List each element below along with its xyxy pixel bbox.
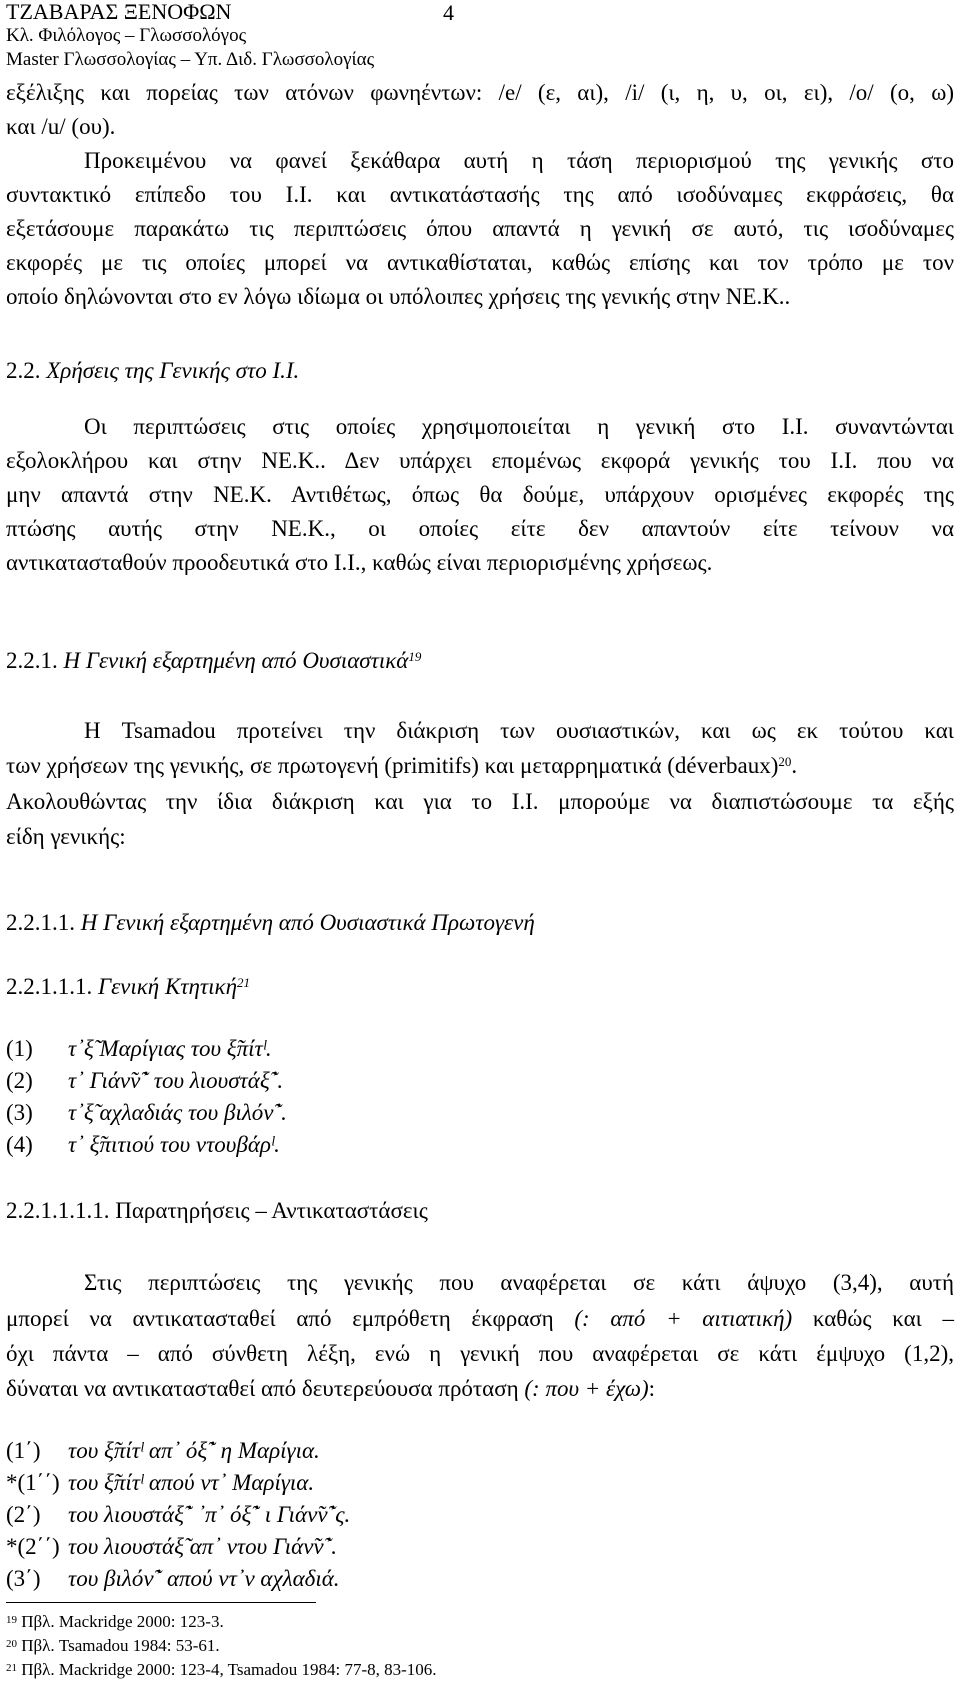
paragraph-line [6,1372,954,1406]
footnote-separator [6,1602,316,1603]
paragraph-line: Στις περιπτώσεις της γενικής που αναφέρεται σε κάτι άψυχο (3,4), αυτή [84,1270,954,1295]
example-text: του λιουστάξ̃᾽ ᾽π᾽ όξ̃᾽ ι Γιάν̃ν̃᾽ς. [68,1502,351,1527]
paragraph-line: Η Tsamadou προτείνει την διάκριση των ουσιαστικών, και ως εκ τούτου και [84,718,954,743]
example-item [6,1064,954,1098]
paragraph-line: και /u/ (ου). [6,114,116,139]
paragraph-text: μπορεί να αντικατασταθεί από εμπρόθετη έκφραση [6,1306,575,1331]
example-item [6,1530,954,1564]
example-number: (3) [6,1100,33,1125]
header-degree-line: Master Γλωσσολογίας – Υπ. Διδ. Γλωσσολογίας [6,49,375,70]
section-number: 2.2.1.1.1.1. [6,1198,110,1223]
section-heading-2-2-1-1-1-1 [6,1194,954,1228]
example-item [6,1032,954,1066]
paragraph-line: είδη γενικής: [6,824,126,849]
section-title: Γενική Κτητική [98,974,237,999]
example-text: του λιουστάξ̃ απ᾽ ντου Γιάν̃ν̃᾽. [68,1534,338,1559]
footnote-ref: 21 [237,975,250,990]
example-number: (1΄) [6,1438,41,1463]
section-title: Η Γενική εξαρτημένη από Ουσιαστικά [63,648,409,673]
paragraph-line: εκφορές με τις οποίες μπορεί να αντικαθίσταται, καθώς επίσης και τον τρόπο με τον [6,250,954,275]
example-item [6,1466,954,1500]
footnote [6,1636,220,1656]
footnote-text: Πβλ. Mackridge 2000: 123-3. [21,1612,224,1631]
paragraph-text-italic: (: που + έχω) [524,1376,649,1401]
example-text: τ᾽ξ̃ αχλαδιάς του βιλόν̃᾽. [68,1100,287,1125]
example-text: τ᾽ Γιάν̃ν̃᾽ του λιουστάξ̃᾽. [68,1068,284,1093]
example-number: (1) [6,1036,33,1061]
section-number: 2.2.1.1. [6,910,75,935]
paragraph-line: Προκειμένου να φανεί ξεκάθαρα αυτή η τάση περιορισμού της γενικής στο [84,148,954,173]
paragraph-line: όχι πάντα – από σύνθετη λέξη, ενώ η γενική που αναφέρεται σε κάτι έμψυχο (1,2), [6,1341,954,1366]
example-item [6,1498,954,1532]
header-title-line: Κλ. Φιλόλογος – Γλωσσολόγος [6,25,247,46]
footnote [6,1612,224,1632]
example-number: (4) [6,1132,33,1157]
footnote-number: 20 [6,1638,17,1650]
paragraph-text: των χρήσεων της γενικής, σε πρωτογενή (primitifs) και μεταρρηματικά (déverbaux) [6,753,779,778]
paragraph-line: μην απαντά στην ΝΕ.Κ. Αντιθέτως, όπως θα δούμε, υπάρχουν ορισμένες εκφορές της [6,482,954,507]
paragraph-line [6,1302,954,1336]
example-text: τ᾽ξ̃ Μαρίγιας του ξ̃πίτˡ. [68,1036,272,1061]
paragraph-text-italic: (: από + αιτιατική) [574,1306,793,1331]
example-text: του ξ̃πίτˡ απού ντ᾽ Μαρίγια. [68,1470,315,1495]
paragraph-line: εξολοκλήρου και στην ΝΕ.Κ.. Δεν υπάρχει επομένως εκφορά γενικής του Ι.Ι. που να [6,448,954,473]
paragraph-line: εξετάσουμε παρακάτω τις περιπτώσεις όπου απαντά η γενική σε αυτό, τις ισοδύναμες [6,216,954,241]
paragraph-text: : [648,1376,656,1401]
example-text: του βιλόν̃᾽ απού ντ᾽ν αχλαδιά. [68,1566,340,1591]
paragraph-text: . [791,753,798,778]
example-number: (2΄) [6,1502,41,1527]
section-heading-2-2 [6,354,954,388]
paragraph-line: οποίο δηλώνονται στο εν λόγω ιδίωμα οι υπόλοιπες χρήσεις της γενικής στην ΝΕ.Κ.. [6,284,791,309]
paragraph-text: δύναται να αντικατασταθεί από δευτερεύουσα πρόταση [6,1376,525,1401]
section-heading-2-2-1-1 [6,906,954,940]
section-title: Η Γενική εξαρτημένη από Ουσιαστικά Πρωτογενή [80,910,535,935]
example-number: *(2΄΄) [6,1534,60,1559]
section-number: 2.2.1. [6,648,58,673]
example-text: του ξ̃πίτˡ απ᾽ όξ̃᾽ η Μαρίγια. [68,1438,320,1463]
example-item [6,1562,954,1596]
section-number: 2.2.1.1.1. [6,974,93,999]
footnote [6,1660,437,1680]
example-item [6,1096,954,1130]
paragraph-line: Οι περιπτώσεις στις οποίες χρησιμοποιείται η γενική στο Ι.Ι. συναντώνται [84,414,954,439]
example-number: (3΄) [6,1566,41,1591]
example-text: τ᾽ ξ̃πιτιού του ντουβάρˡ. [68,1132,280,1157]
example-number: (2) [6,1068,33,1093]
paragraph-line: εξέλιξης και πορείας των ατόνων φωνηέντων: /e/ (ε, αι), /i/ (ι, η, υ, οι, ει), /o/ (ο, ω) [6,80,954,105]
paragraph-line: πτώσης αυτής στην ΝΕ.Κ., οι οποίες είτε δεν απαντούν είτε τείνουν να [6,516,954,541]
example-number: *(1΄΄) [6,1470,60,1495]
header-author: ΤΖΑΒΑΡΑΣ ΞΕΝΟΦΩΝ [6,0,232,24]
footnote-text: Πβλ. Tsamadou 1984: 53-61. [21,1636,220,1655]
paragraph-line: συντακτικό επίπεδο του Ι.Ι. και αντικατάστασής της από ισοδύναμες εκφράσεις, θα [6,182,954,207]
page-number: 4 [443,0,454,25]
example-item [6,1128,954,1162]
footnote-text: Πβλ. Mackridge 2000: 123-4, Tsamadou 1984: 77-8, 83-106. [21,1660,437,1679]
section-heading-2-2-1-1-1 [6,970,954,1004]
footnote-number: 21 [6,1662,17,1674]
paragraph-text: καθώς και – [792,1306,954,1331]
section-heading-2-2-1 [6,644,954,678]
footnote-ref: 20 [778,754,792,769]
section-title: Χρήσεις της Γενικής στο Ι.Ι. [46,358,300,383]
paragraph-line [6,749,954,783]
section-title: Παρατηρήσεις – Αντικαταστάσεις [115,1198,428,1223]
section-number: 2.2. [6,358,41,383]
paragraph-line: αντικατασταθούν προοδευτικά στο Ι.Ι., καθώς είναι περιορισμένης χρήσεως. [6,550,713,575]
footnote-number: 19 [6,1614,17,1626]
footnote-ref: 19 [408,649,422,664]
example-item [6,1434,954,1468]
paragraph-line: Ακολουθώντας την ίδια διάκριση και για το Ι.Ι. μπορούμε να διαπιστώσουμε τα εξής [6,789,954,814]
